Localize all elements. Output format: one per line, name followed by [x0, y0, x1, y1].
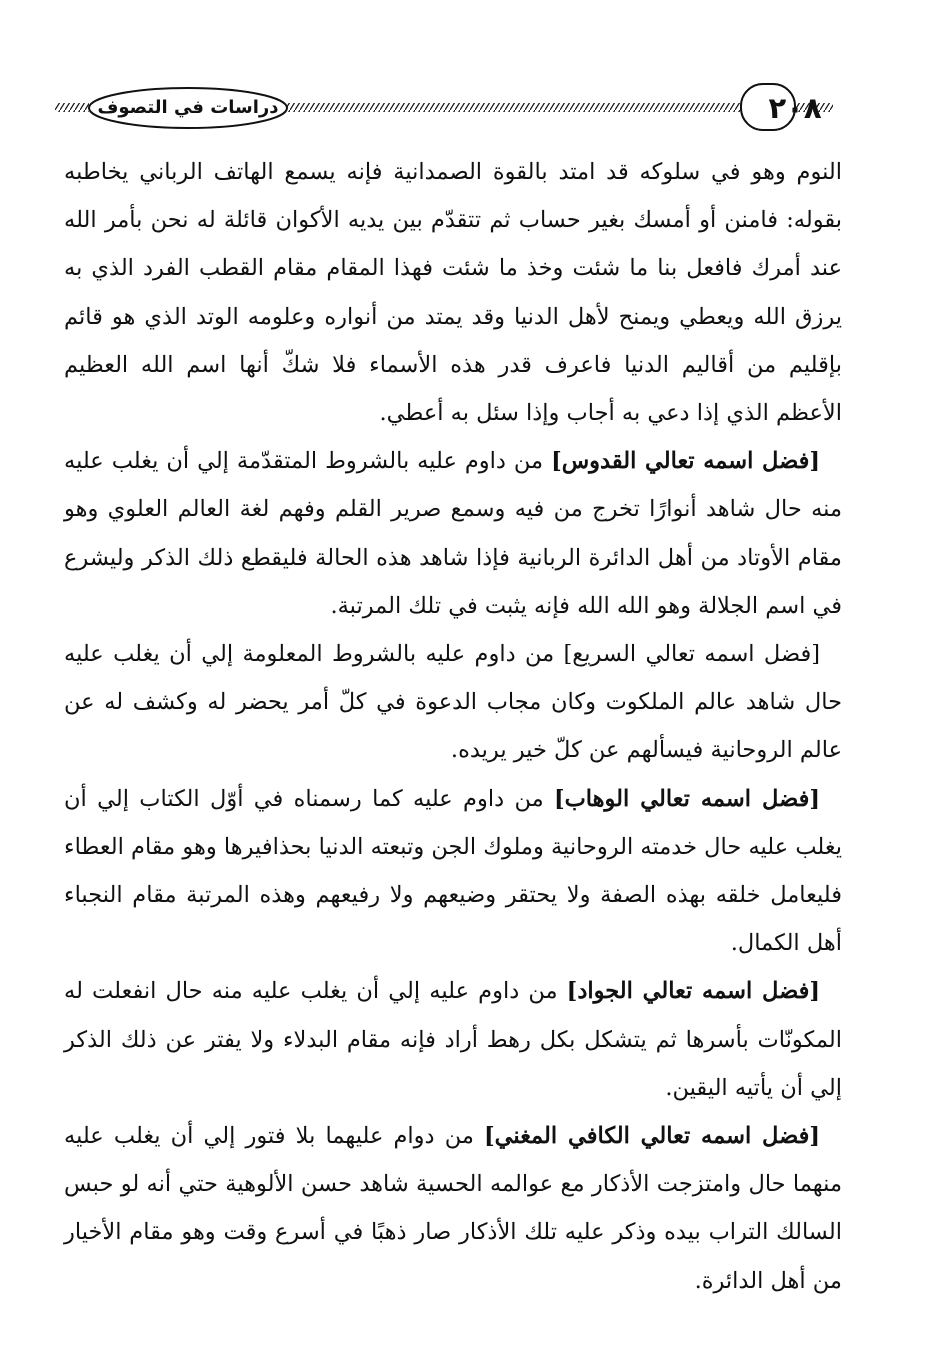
paragraph [64, 437, 842, 630]
page-body [64, 148, 842, 1305]
section-label: [فضل اسمه تعالي الوهاب] [553, 785, 820, 812]
paragraph [64, 1112, 842, 1305]
paragraph-text: من دوام عليهما بلا فتور إلي أن يغلب عليه منهما حال وامتزجت الأذكار مع عوالمه الحسية شاهد حسن الألوهية حتي أنه لو حبس السالك التراب بيده وذكر عليه تلك الأذكار صار ذهبًا في أسرع وقت وهو مقام الأخيار من أهل الدائرة. [64, 1123, 843, 1294]
hatch-band-middle [287, 103, 741, 112]
paragraph [64, 775, 842, 968]
paragraph-text: النوم وهو في سلوكه قد امتد بالقوة الصمدانية فإنه يسمع الهاتف الرباني يخاطبه بقوله: فامنن أو أمسك بغير حساب ثم تتقدّم بين يديه الأكوان قائلة له نحن بأمر الله عند أمرك فافعل بنا ما شئت وخذ ما شئت فهذا المقام مقام القطب الفرد الذي به يرزق الله ويعطي ويمنح لأهل الدنيا وقد يمتد من أنواره وعلومه الوتد الذي هو قائم بإقليم من أقاليم الدنيا فاعرف قدر هذه الأسماء فلا شكّ أنها اسم الله العظيم الأعظم الذي إذا دعي به أجاب وإذا سئل به أعطي. [64, 159, 842, 427]
running-title: دراسات في التصوف [97, 97, 279, 118]
paragraph-text: من داوم عليه كما رسمناه في أوّل الكتاب إلي أن يغلب عليه حال خدمته الروحانية وملوك الجن وتبعته الدنيا بحذافيرها وهو مقام العطاء فليعامل خلقه بهذه الصفة ولا يحتقر وضيعهم ولا رفيعهم وهذه المرتبة مقام النجباء أهل الكمال. [64, 785, 842, 957]
paragraph [64, 967, 842, 1112]
paragraph-text: من داوم عليه إلي أن يغلب عليه منه حال انفعلت له المكونّات بأسرها ثم يتشكل بكل رهط أراد فإنه مقام البدلاء ولا يفتر عن ذلك الذكر إلي أن يأتيه اليقين. [64, 978, 842, 1101]
hatch-band-left [55, 103, 89, 112]
paragraph-text: من داوم عليه بالشروط المعلومة إلي أن يغلب عليه حال شاهد عالم الملكوت وكان مجاب الدعوة في كلّ أمر يحضر له وكشف له عن عالم الروحانية فيسألهم عن كلّ خير يريده. [64, 641, 842, 764]
section-label: [فضل اسمه تعالي السريع] [563, 641, 820, 668]
paragraph [64, 630, 842, 775]
paragraph-text: من داوم عليه بالشروط المتقدّمة إلي أن يغلب عليه منه حال شاهد أنوارًا تخرج من فيه وسمع صرير القلم وفهم لغة العالم العلوي وهو مقام الأوتاد من أهل الدائرة الربانية فإذا شاهد هذه الحالة فليقطع ذلك الذكر وليشرع في اسم الجلالة وهو الله الله فإنه يثبت في تلك المرتبة. [64, 448, 842, 619]
page-header [55, 78, 835, 138]
paragraph [64, 148, 842, 437]
page-number: ٢٠٨ [768, 91, 822, 125]
section-label: [فضل اسمه تعالي الكافي المغني] [484, 1123, 820, 1150]
section-label: [فضل اسمه تعالي القدوس] [551, 448, 820, 475]
section-label: [فضل اسمه تعالي الجواد] [566, 978, 820, 1005]
